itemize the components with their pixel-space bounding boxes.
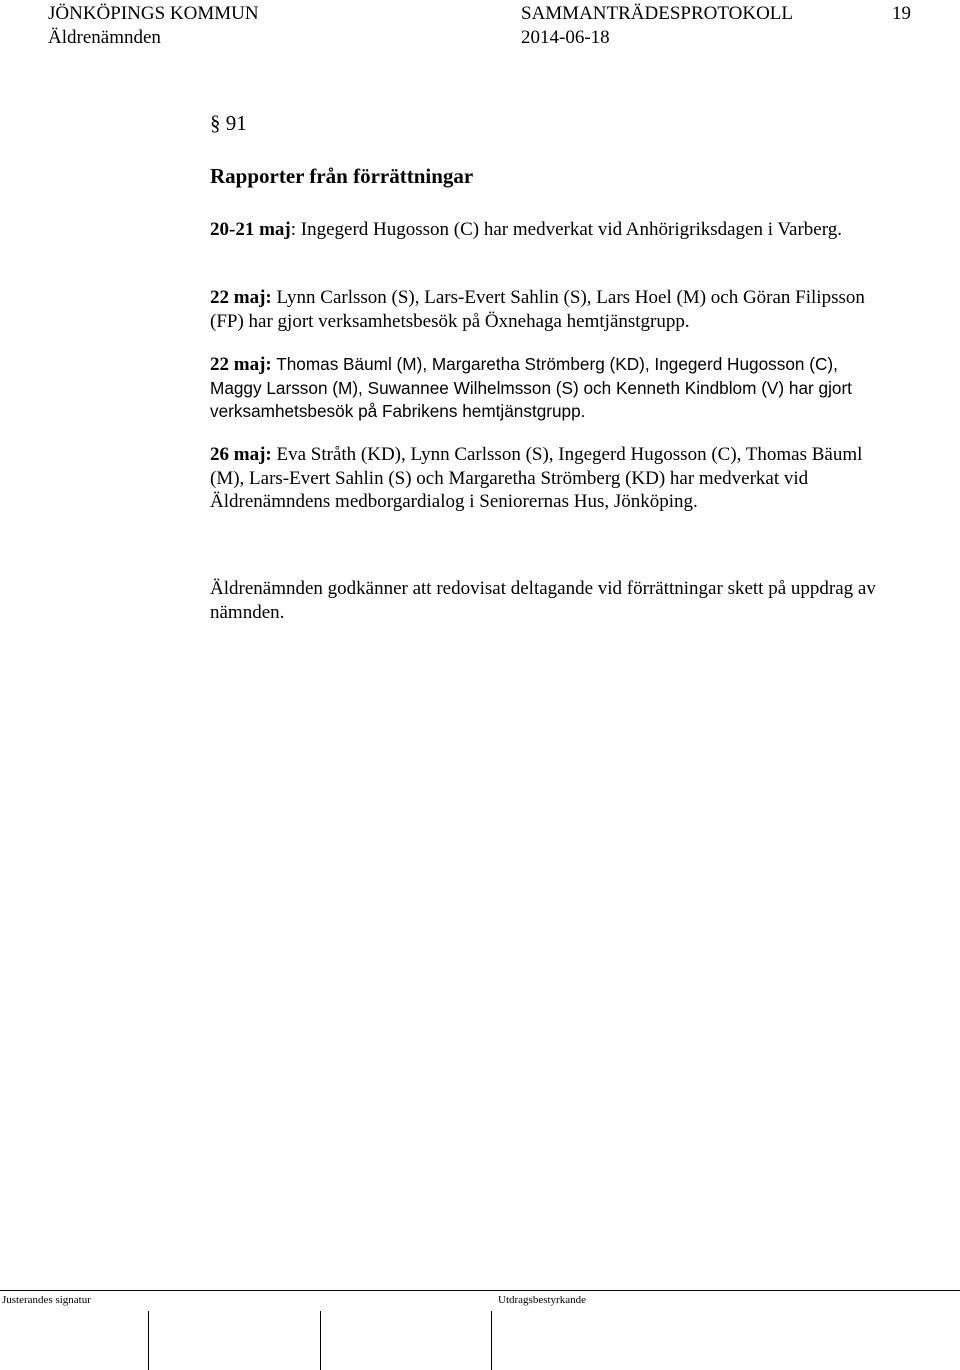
extract-certification-label: Utdragsbestyrkande	[498, 1294, 586, 1306]
document-type: SAMMANTRÄDESPROTOKOLL	[521, 3, 794, 24]
footer-divider	[0, 1290, 960, 1291]
page-number: 19	[892, 3, 911, 24]
section-number: § 91	[210, 111, 247, 135]
signature-box-divider	[148, 1311, 149, 1370]
report-text: Thomas Bäuml (M), Margaretha Strömberg (KD), Ingegerd Hugosson (C), Maggy Larsson (M), Suwannee Wilhelmsson (S) och Kenneth Kindblom (V) har gjort verksamhetsbesök på Fabrikens hemtjänstgrupp.	[210, 354, 852, 421]
report-paragraph-1	[210, 218, 880, 242]
committee-name: Äldrenämnden	[48, 27, 161, 48]
report-text: : Ingegerd Hugosson (C) har medverkat vid Anhörigriksdagen i Varberg.	[290, 219, 842, 240]
signature-box-divider	[491, 1311, 492, 1370]
report-paragraph-2	[210, 286, 880, 333]
report-date-label: 26 maj:	[210, 444, 272, 465]
decision-text: Äldrenämnden godkänner att redovisat deltagande vid förrättningar skett på uppdrag av nämnden.	[210, 578, 876, 623]
organization-name: JÖNKÖPINGS KOMMUN	[48, 3, 259, 24]
signature-label: Justerandes signatur	[2, 1294, 91, 1306]
report-date-label: 20-21 maj	[210, 219, 291, 240]
meeting-date: 2014-06-18	[521, 27, 610, 48]
report-paragraph-3	[210, 353, 880, 424]
signature-box-divider	[320, 1311, 321, 1370]
report-date-label: 22 maj:	[210, 354, 272, 375]
report-text: Eva Stråth (KD), Lynn Carlsson (S), Ingegerd Hugosson (C), Thomas Bäuml (M), Lars-Evert Sahlin (S) och Margaretha Strömberg (KD) har medverkat vid Äldrenämndens medborgardialog i Seniorernas Hus, Jönköping.	[210, 444, 863, 512]
report-date-label: 22 maj:	[210, 287, 272, 308]
report-text: Lynn Carlsson (S), Lars-Evert Sahlin (S), Lars Hoel (M) och Göran Filipsson (FP) har gjort verksamhetsbesök på Öxnehaga hemtjänstgrupp.	[210, 287, 865, 332]
section-title: Rapporter från förrättningar	[210, 164, 474, 188]
report-paragraph-4	[210, 443, 880, 514]
